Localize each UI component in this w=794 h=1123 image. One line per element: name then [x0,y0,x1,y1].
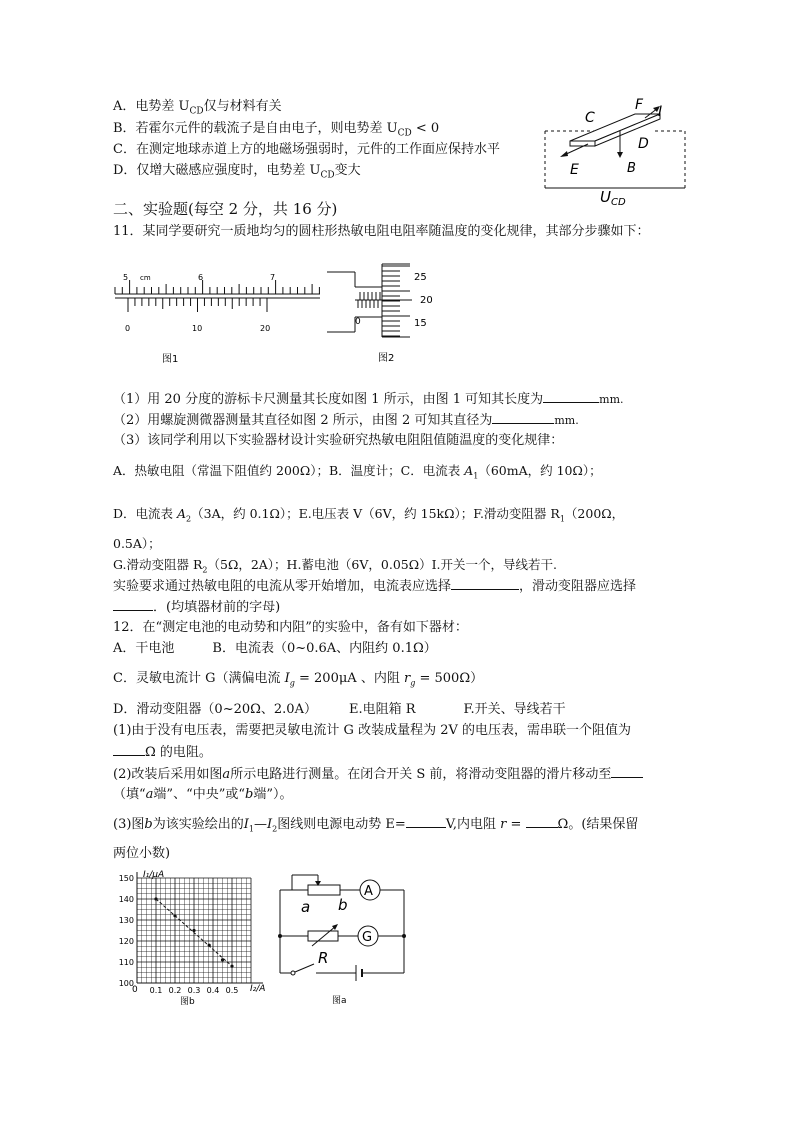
x-tick-label: 0.1 [149,986,163,995]
q11-equipment-1: A．热敏电阻（常温下阻值约 200Ω）；B．温度计；C．电流表 $A_1(60mA$，约 10Ω）； [113,463,602,481]
q11-step3: （3）该同学利用以下实验器材设计实验研究热敏电阻阻值随温度的变化规律： [113,433,564,448]
section-2-title: 二、实验题(每空 2 分，共 16 分) [113,200,338,218]
thimble-label-20: 20 [420,295,433,306]
q11-step2: （2）用螺旋测微器测量其直径如图 2 所示，由图 2 可知其直径为 mm. [113,413,579,428]
option-a: A．电势差 $U_{CD}$仅与材料有关 [113,99,282,117]
vernier-scale [128,298,267,312]
q12-part2: (2)改装后采用如图a所示电路进行测量。在闭合开关 S 前，将滑动变阻器的滑片移动至 [113,765,643,784]
q11-equipment-4: G.滑动变阻器 $R_2(5\Omega$，2A）；H.蓄电池（6V，0.05Ω）I.开关一个，导线若干. [113,557,557,575]
q12-part3: (3)图b为该实验绘出的$I_1—I_2$图线则电源电动势 E= V,内电阻 r = Ω。(结果保留 [113,817,639,834]
option-b: B．若霍尔元件的载流子是自由电子，则电势差 $U_{CD} < 0$ [113,121,440,139]
main-label-7: 7 [270,273,276,282]
x-tick-label: 0.4 [206,986,220,995]
q12-option-c: C．灵敏电流计 G（满偏电流 $I_g = 200\mu A$ 、内阻 $r_g = 500\Omega$） [113,671,484,688]
data-point [192,929,195,932]
hall-label-u: $U_{CD}$ [600,188,626,208]
thimble-label-25: 25 [414,272,427,283]
x-tick-label: 0.5 [225,986,239,995]
thimble-ticks [382,266,410,336]
data-point [230,965,233,968]
fig1-caption: 图1 [162,354,179,365]
circuit-caption: 图a [332,996,347,1006]
y-tick-label: 120 [118,937,134,946]
hall-element-figure [540,96,690,206]
main-unit: cm [140,274,151,282]
y-tick-label: 100 [118,979,134,988]
q12-stem: 12．在“测定电池的电动势和内阻”的实验中，备有如下器材： [113,620,468,635]
hall-label-i: I [658,104,663,120]
option-c: C．在测定地球赤道上方的地磁场强弱时，元件的工作面应保持水平 [113,142,500,157]
graph-grid [137,872,263,983]
option-d: D．仅增大磁感应强度时，电势差 $U_{CD}$变大 [113,163,361,181]
q11-requirement-2: ．(均填器材前的字母) [113,598,280,617]
hall-label-b: B [627,161,636,176]
fig2-caption: 图2 [378,353,395,364]
galvanometer-label: G [362,930,373,945]
q12-part3-cont: 两位小数) [113,846,171,861]
data-point [208,944,211,947]
hall-label-d: D [638,136,649,152]
graph-b [105,866,275,1006]
q11-stem: 11．某同学要研究一质地均匀的圆柱形热敏电阻电阻率随温度的变化规律，其部分步骤如下： [113,224,650,239]
main-scale [115,280,319,294]
graph-caption: 图b [180,997,195,1007]
answer-blank-diameter[interactable] [492,411,554,424]
q12-options-ab: A．干电池 B．电流表（0~0.6A、内阻约 0.1Ω） [113,641,437,656]
answer-blank-internal-resistance[interactable] [526,815,558,828]
data-point [221,958,224,961]
vernier-label-0: 0 [125,324,131,333]
y-tick-label: 130 [118,916,134,925]
x-tick-label: 0.2 [168,986,182,995]
hall-label-e: E [570,162,579,178]
hall-label-f: F [635,97,644,113]
ammeter-label: A [364,884,373,899]
y-tick-label: 150 [118,874,134,883]
thimble-label-15: 15 [414,318,427,329]
q11-step1: （1）用 20 分度的游标卡尺测量其长度如图 1 所示，由图 1 可知其长度为 mm. [113,392,624,407]
x-tick-label: 0.3 [187,986,201,995]
y-tick-label: 140 [118,895,134,904]
graph-x-label: I₂/A [250,984,266,994]
q11-equipment-2: D．电流表 $A_2(3A$，约 0.1Ω）；E.电压表 V（6V，约 15kΩ）；F.滑动变阻器 $R_1(200\Omega$， [113,506,625,524]
vernier-label-10: 10 [192,324,203,333]
answer-blank-rheostat[interactable] [113,598,153,611]
vernier-caliper-figure [110,268,325,368]
data-point [154,897,157,900]
graph-origin: 0 [132,985,138,995]
answer-blank-emf[interactable] [406,815,446,828]
vernier-label-20: 20 [260,324,271,333]
q12-part2-cont: （填“a端”、“中央”或“b端”）。 [113,787,293,802]
graph-y-label: I₁/μA [143,870,165,880]
sleeve-zero: 0 [355,317,361,327]
y-tick-label: 110 [118,958,134,967]
circuit-label-b: b [338,896,348,914]
answer-blank-ammeter[interactable] [451,577,519,590]
q12-part1: (1)由于没有电压表，需要把灵敏电流计 G 改装成量程为 2V 的电压表，需串联一个阻值为 [113,723,631,738]
hall-label-c: C [585,110,595,126]
main-label-6: 6 [198,273,204,282]
q11-requirement: 实验要求通过热敏电阻的电流从零开始增加，电流表应选择 ，滑动变阻器应选择 [113,579,637,594]
circuit-label-r: R [318,949,329,967]
main-label-5: 5 [123,273,129,282]
data-point [173,914,176,917]
circuit-label-a: a [301,898,311,916]
q11-equipment-3: 0.5A）； [113,536,161,551]
q12-part1-cont: Ω 的电阻。 [113,743,212,762]
answer-blank-length[interactable] [543,390,599,403]
answer-blank-resistance[interactable] [113,743,145,756]
answer-blank-slider[interactable] [611,765,643,778]
circuit-a [276,868,411,1008]
micrometer-figure [322,262,442,368]
q12-options-def: D．滑动变阻器（0~20Ω、2.0A） E.电阻箱 R F.开关、导线若干 [113,702,566,717]
